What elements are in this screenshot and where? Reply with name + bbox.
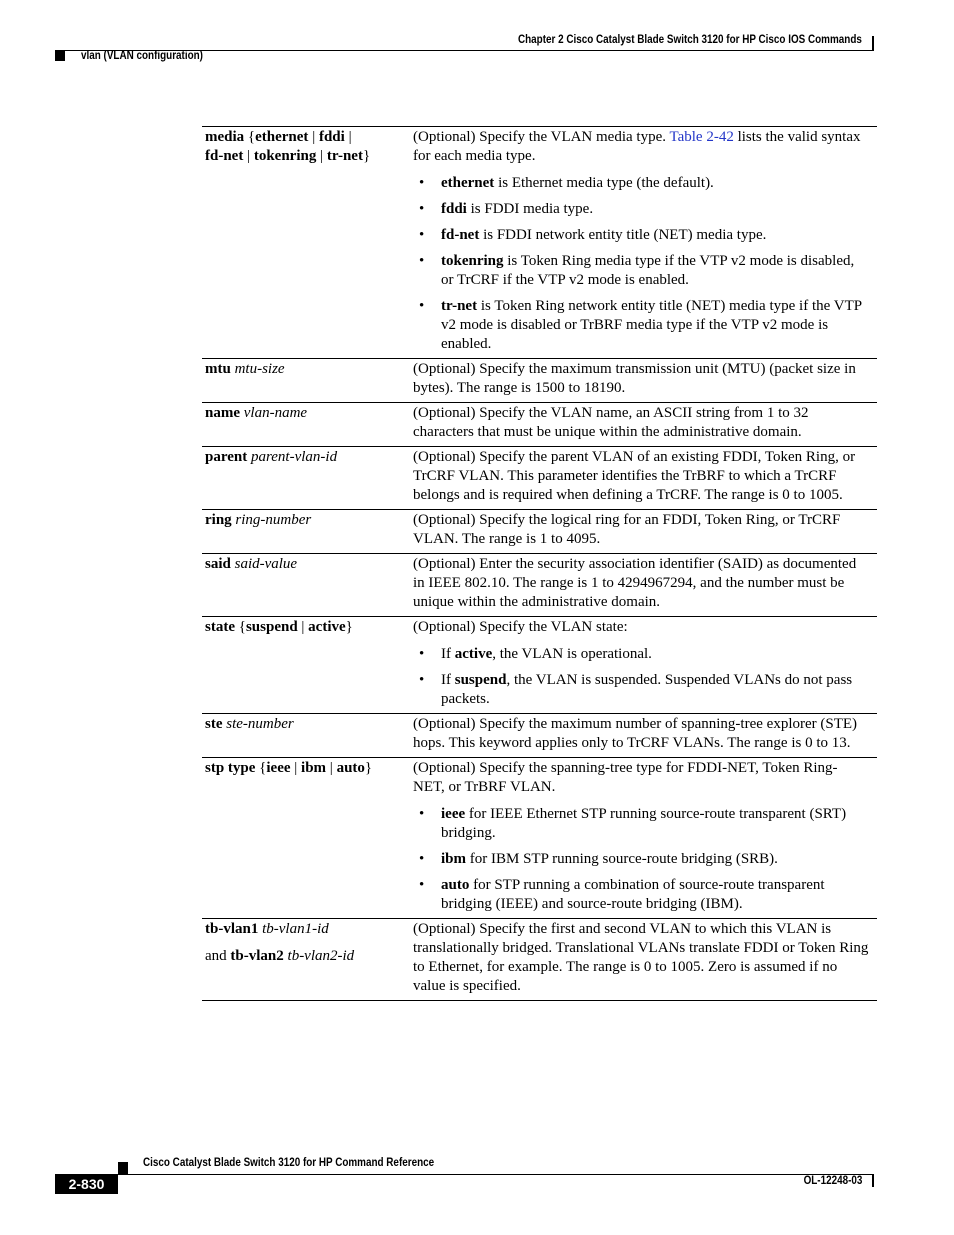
- parameter-row: [202, 403, 877, 447]
- parameter-description: [409, 510, 877, 554]
- description-text: (Optional) Enter the security association identifier (SAID) as documented in IEEE 802.10. The range is 1 to 4294967294, and the number must be unique within the administrative domain.: [413, 556, 857, 610]
- description-text: (Optional) Specify the VLAN media type. Table 2-42 lists the valid syntax for each media type.: [413, 129, 861, 164]
- option-list: [413, 174, 869, 354]
- syntax-description-table: [202, 126, 877, 1001]
- option-list-item: • If suspend, the VLAN is suspended. Suspended VLANs do not pass packets.: [441, 671, 869, 709]
- parameter-row: [202, 359, 877, 403]
- option-list-item: • ieee for IEEE Ethernet STP running source-route transparent (SRT) bridging.: [441, 805, 869, 843]
- parameter-description: [409, 403, 877, 447]
- description-text: (Optional) Specify the parent VLAN of an existing FDDI, Token Ring, or TrCRF VLAN. This parameter identifies the TrBRF to which a TrCRF belongs and is required when defining a TrCRF. The range is 0 to 1005.: [413, 449, 856, 503]
- option-list-item: • fd-net is FDDI network entity title (NET) media type.: [441, 226, 869, 245]
- document-id: OL-12248-03: [803, 1175, 862, 1187]
- option-list-item: • auto for STP running a combination of source-route transparent bridging (IEEE) and source-route bridging (IBM).: [441, 876, 869, 914]
- footer-tick-mark: [872, 1175, 874, 1187]
- header-tick-mark: [872, 36, 874, 50]
- option-list: [413, 805, 869, 914]
- parameter-syntax: media {ethernet | fddi | fd-net | tokenring | tr-net}: [202, 127, 409, 359]
- parameter-row: [202, 554, 877, 617]
- description-text: (Optional) Specify the spanning-tree type for FDDI-NET, Token Ring-NET, or TrBRF VLAN.: [413, 760, 838, 795]
- parameter-description: [409, 919, 877, 1001]
- parameter-syntax: ste ste-number: [202, 714, 409, 758]
- description-text: (Optional) Specify the VLAN name, an ASCII string from 1 to 32 characters that must be unique within the administrative domain.: [413, 405, 809, 440]
- parameter-description: [409, 617, 877, 714]
- parameter-row: [202, 127, 877, 359]
- parameter-description: [409, 359, 877, 403]
- footer-rule: [55, 1174, 874, 1175]
- parameter-row: [202, 919, 877, 1001]
- parameter-row: [202, 510, 877, 554]
- description-text: (Optional) Specify the logical ring for an FDDI, Token Ring, or TrCRF VLAN. The range is 1 to 4095.: [413, 512, 841, 547]
- parameter-syntax: tb-vlan1 tb-vlan1-id and tb-vlan2 tb-vlan2-id: [202, 919, 409, 1001]
- parameter-description: [409, 714, 877, 758]
- option-list-item: • tokenring is Token Ring media type if the VTP v2 mode is disabled, or TrCRF if the VTP v2 mode is enabled.: [441, 252, 869, 290]
- description-text: (Optional) Specify the maximum transmission unit (MTU) (packet size in bytes). The range is 1500 to 18190.: [413, 361, 856, 396]
- description-text: (Optional) Specify the VLAN state:: [413, 619, 628, 635]
- description-text: (Optional) Specify the maximum number of spanning-tree explorer (STE) hops. This keyword applies only to TrCRF VLANs. The range is 0 to 13.: [413, 716, 858, 751]
- header-block-marker: [55, 51, 65, 61]
- page-number: 2-830: [55, 1174, 118, 1194]
- parameter-syntax: stp type {ieee | ibm | auto}: [202, 758, 409, 919]
- parameter-row: [202, 617, 877, 714]
- parameter-syntax: parent parent-vlan-id: [202, 447, 409, 510]
- parameter-syntax: said said-value: [202, 554, 409, 617]
- parameter-description: [409, 758, 877, 919]
- section-header: vlan (VLAN configuration): [81, 50, 203, 62]
- parameter-description: [409, 127, 877, 359]
- parameter-description: [409, 554, 877, 617]
- parameter-syntax: ring ring-number: [202, 510, 409, 554]
- table-reference-link[interactable]: Table 2-42: [669, 129, 734, 145]
- description-text: (Optional) Specify the first and second VLAN to which this VLAN is translationally bridged. Translational VLANs translate FDDI or Token Ring to Ethernet, for example. The range is 0 to 1005. Zero is assumed if no value is specified.: [413, 921, 869, 994]
- chapter-header: Chapter 2 Cisco Catalyst Blade Switch 3120 for HP Cisco IOS Commands: [518, 34, 862, 46]
- parameter-row: [202, 758, 877, 919]
- option-list-item: • tr-net is Token Ring network entity title (NET) media type if the VTP v2 mode is disabled or TrBRF media type if the VTP v2 mode is enabled.: [441, 297, 869, 354]
- footer-title: Cisco Catalyst Blade Switch 3120 for HP Command Reference: [143, 1157, 435, 1169]
- parameter-syntax: mtu mtu-size: [202, 359, 409, 403]
- parameter-description: [409, 447, 877, 510]
- option-list-item: • ethernet is Ethernet media type (the default).: [441, 174, 869, 193]
- option-list-item: • ibm for IBM STP running source-route bridging (SRB).: [441, 850, 869, 869]
- option-list: [413, 645, 869, 709]
- option-list-item: • If active, the VLAN is operational.: [441, 645, 869, 664]
- parameter-row: [202, 447, 877, 510]
- option-list-item: • fddi is FDDI media type.: [441, 200, 869, 219]
- parameter-syntax: state {suspend | active}: [202, 617, 409, 714]
- parameter-row: [202, 714, 877, 758]
- parameter-syntax: name vlan-name: [202, 403, 409, 447]
- footer-block-marker: [118, 1162, 128, 1174]
